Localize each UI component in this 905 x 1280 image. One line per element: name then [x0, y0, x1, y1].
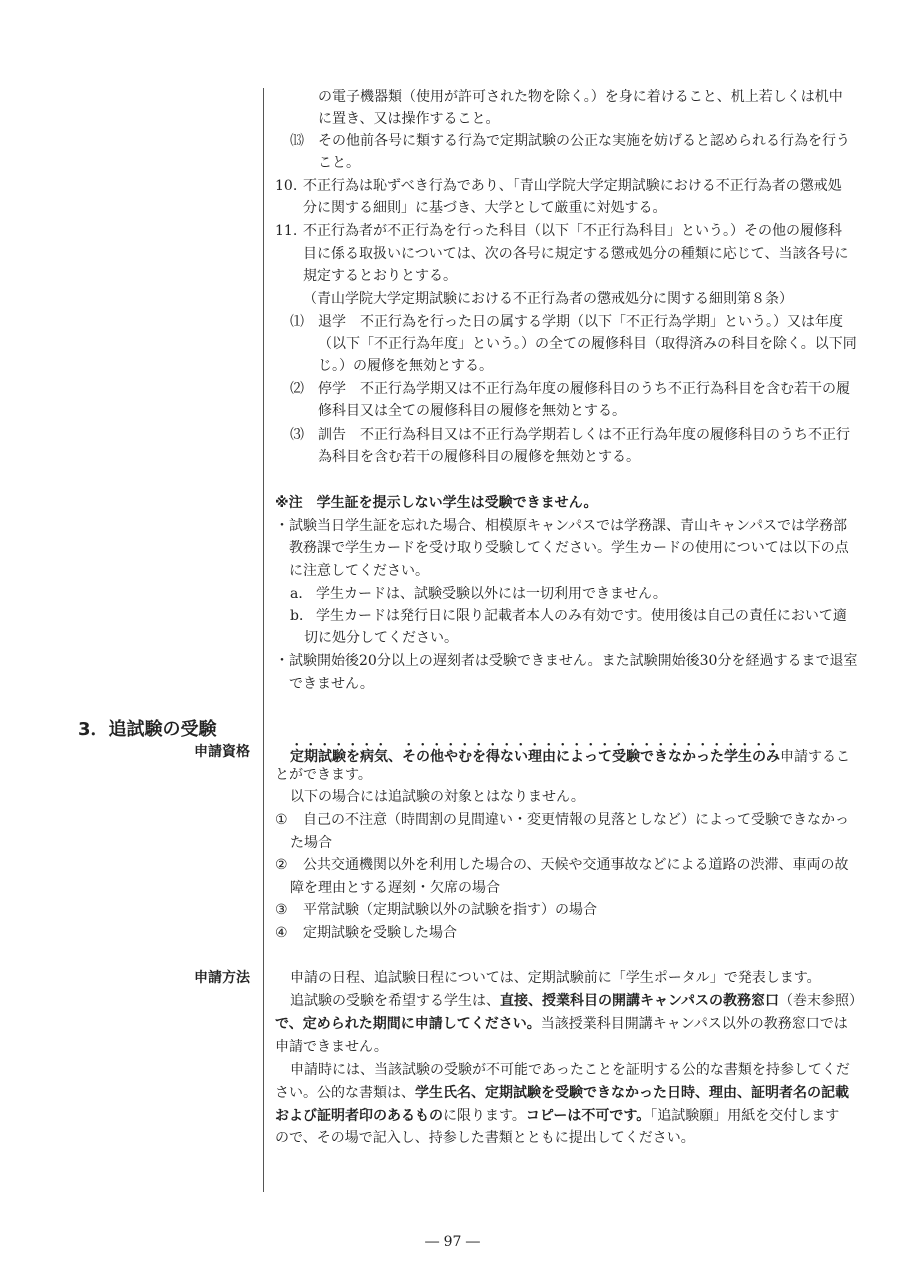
item-line: その他前各号に類する行為で定期試験の公正な実施を妨げると認められる行為を行う	[318, 133, 850, 149]
method-bold-text: 直接、授業科目の開講キャンパスの教務窓口	[500, 993, 780, 1009]
method-line	[275, 1105, 839, 1127]
sub-item-line: 学生カードは、試験受験以外には一切利用できません。	[316, 586, 667, 602]
method-text: 当該授業科目開講キャンパス以外の教務窓口では	[540, 1016, 848, 1032]
method-line: 申請時には、当該試験の受験が不可能であったことを証明する公的な書類を持参してくだ	[290, 1062, 850, 1078]
column-divider	[263, 88, 264, 1192]
method-text: に限ります。	[443, 1108, 526, 1124]
method-line: 申請の日程、追試験日程については、定期試験前に「学生ポータル」で発表します。	[290, 970, 821, 986]
method-line	[275, 1013, 848, 1035]
notice-line: できません。	[289, 676, 374, 692]
method-bold-text: コピーは不可です。	[525, 1108, 651, 1124]
penalty-line	[318, 378, 850, 400]
carried-over-line: に置き、又は操作すること。	[318, 111, 500, 127]
rule-line: 不正行為者が不正行為を行った科目（以下「不正行為科目」という。）その他の履修科	[303, 223, 842, 239]
penalty-line: じ。）の履修を無効とする。	[318, 358, 493, 374]
method-text: さい。公的な書類は、	[275, 1085, 415, 1101]
exclusion-number: ④	[275, 925, 288, 941]
penalty-number: ⑵	[290, 381, 304, 397]
rule-line: 規定するとおりとする。	[303, 268, 457, 284]
rule-line: 目に係る取扱いについては、次の各号に規定する懲戒処分の種類に応じて、当該各号に	[303, 246, 849, 262]
notice-line: 試験当日学生証を忘れた場合、相模原キャンパスでは学務課、青山キャンパスでは学務部	[289, 518, 848, 534]
exclusion-line: 平常試験（定期試験以外の試験を指す）の場合	[303, 902, 597, 918]
penalty-name: 退学	[318, 314, 346, 330]
exclusion-line: 障を理由とする遅刻・欠席の場合	[290, 880, 500, 896]
notice-title: ※注 学生証を提示しない学生は受験できません。	[275, 495, 598, 511]
penalty-line: （以下「不正行為年度」という。）の全ての履修科目（取得済みの科目を除く。以下同	[318, 336, 857, 352]
item-number: ⒀	[290, 133, 304, 149]
exclusion-number: ②	[275, 857, 288, 873]
eligibility-label: 申請資格	[194, 744, 250, 760]
eligibility-emphasis: 定期試験を病気、その他やむを得ない理由によって受験できなかった学生のみ	[290, 749, 780, 765]
rule-line: 不正行為は恥ずべき行為であり、「青山学院大学定期試験における不正行為者の懲戒処	[303, 178, 842, 194]
exclusion-number: ①	[275, 812, 288, 828]
sub-item-line: 切に処分してください。	[304, 630, 458, 646]
method-bold-text: および証明者印のあるもの	[275, 1108, 443, 1124]
penalty-number: ⑴	[290, 314, 304, 330]
method-line: 申請できません。	[275, 1039, 388, 1055]
penalty-line	[318, 424, 850, 446]
bullet-mark: ・	[275, 518, 289, 534]
carried-over-line: の電子機器類（使用が許可された物を除く。）を身に着けること、机上若しくは机中	[318, 89, 843, 105]
penalty-line: 為科目を含む若干の履修科目の履修を無効とする。	[318, 449, 640, 465]
rule-number: 11.	[275, 223, 298, 239]
eligibility-line: とができます。	[275, 767, 372, 783]
notice-line: に注意してください。	[289, 563, 429, 579]
rule-reference: （青山学院大学定期試験における不正行為者の懲戒処分に関する細則第８条）	[303, 291, 793, 307]
notice-line: 教務課で学生カードを受け取り受験してください。学生カードの使用については以下の点	[289, 540, 849, 556]
penalty-number: ⑶	[290, 427, 304, 443]
exclusion-line: 自己の不注意（時間割の見間違い・変更情報の見落としなど）によって受験できなかっ	[303, 812, 849, 828]
exclusion-line: 公共交通機関以外を利用した場合の、天候や交通事故などによる道路の渋滞、車両の故	[303, 857, 849, 873]
method-label: 申請方法	[194, 970, 250, 986]
bullet-mark: ・	[275, 653, 289, 669]
exclusion-line: 定期試験を受験した場合	[303, 925, 457, 941]
method-line	[275, 1082, 849, 1104]
method-bold-text: で、定められた期間に申請してください。	[275, 1016, 541, 1032]
method-text: 「追試験願」用紙を交付します	[650, 1108, 840, 1124]
sub-item-label: b．	[290, 608, 313, 624]
eligibility-lead-rest: 申請するこ	[780, 749, 850, 765]
method-line: ので、その場で記入し、持参した書類とともに提出してください。	[275, 1130, 695, 1146]
penalty-text: 不正行為学期又は不正行為年度の履修科目のうち不正行為科目を含む若干の履	[360, 381, 850, 397]
method-text: （巻末参照）	[779, 993, 864, 1009]
sub-item-label: a．	[290, 586, 313, 602]
sub-item-line: 学生カードは発行日に限り記載者本人のみ有効です。使用後は自己の責任において適	[316, 608, 847, 624]
eligibility-lead	[290, 741, 850, 763]
notice-line: 試験開始後20分以上の遅刻者は受験できません。また試験開始後30分を経過するまで退室	[289, 653, 858, 669]
rule-number: 10.	[275, 178, 298, 194]
penalty-line	[318, 311, 843, 333]
page-number: ― 97 ―	[425, 1234, 480, 1250]
penalty-text: 不正行為を行った日の属する学期（以下「不正行為学期」という。）又は年度	[360, 314, 843, 330]
method-bold-text: 学生氏名、定期試験を受験できなかった日時、理由、証明者名の記載	[415, 1085, 849, 1101]
method-text: 追試験の受験を希望する学生は、	[290, 993, 500, 1009]
exclusion-intro: 以下の場合には追試験の対象とはなりません。	[290, 789, 585, 805]
exclusion-line: た場合	[290, 835, 332, 851]
method-line	[290, 990, 863, 1012]
rule-line: 分に関する細則」に基づき、大学として厳重に対処する。	[303, 200, 667, 216]
penalty-name: 訓告	[318, 427, 346, 443]
section-heading: 3．追試験の受験	[78, 719, 217, 740]
exclusion-number: ③	[275, 902, 288, 918]
penalty-line: 修科目又は全ての履修科目の履修を無効とする。	[318, 403, 626, 419]
item-line: こと。	[318, 155, 360, 171]
penalty-name: 停学	[318, 381, 346, 397]
penalty-text: 不正行為科目又は不正行為学期若しくは不正行為年度の履修科目のうち不正行	[360, 427, 850, 443]
